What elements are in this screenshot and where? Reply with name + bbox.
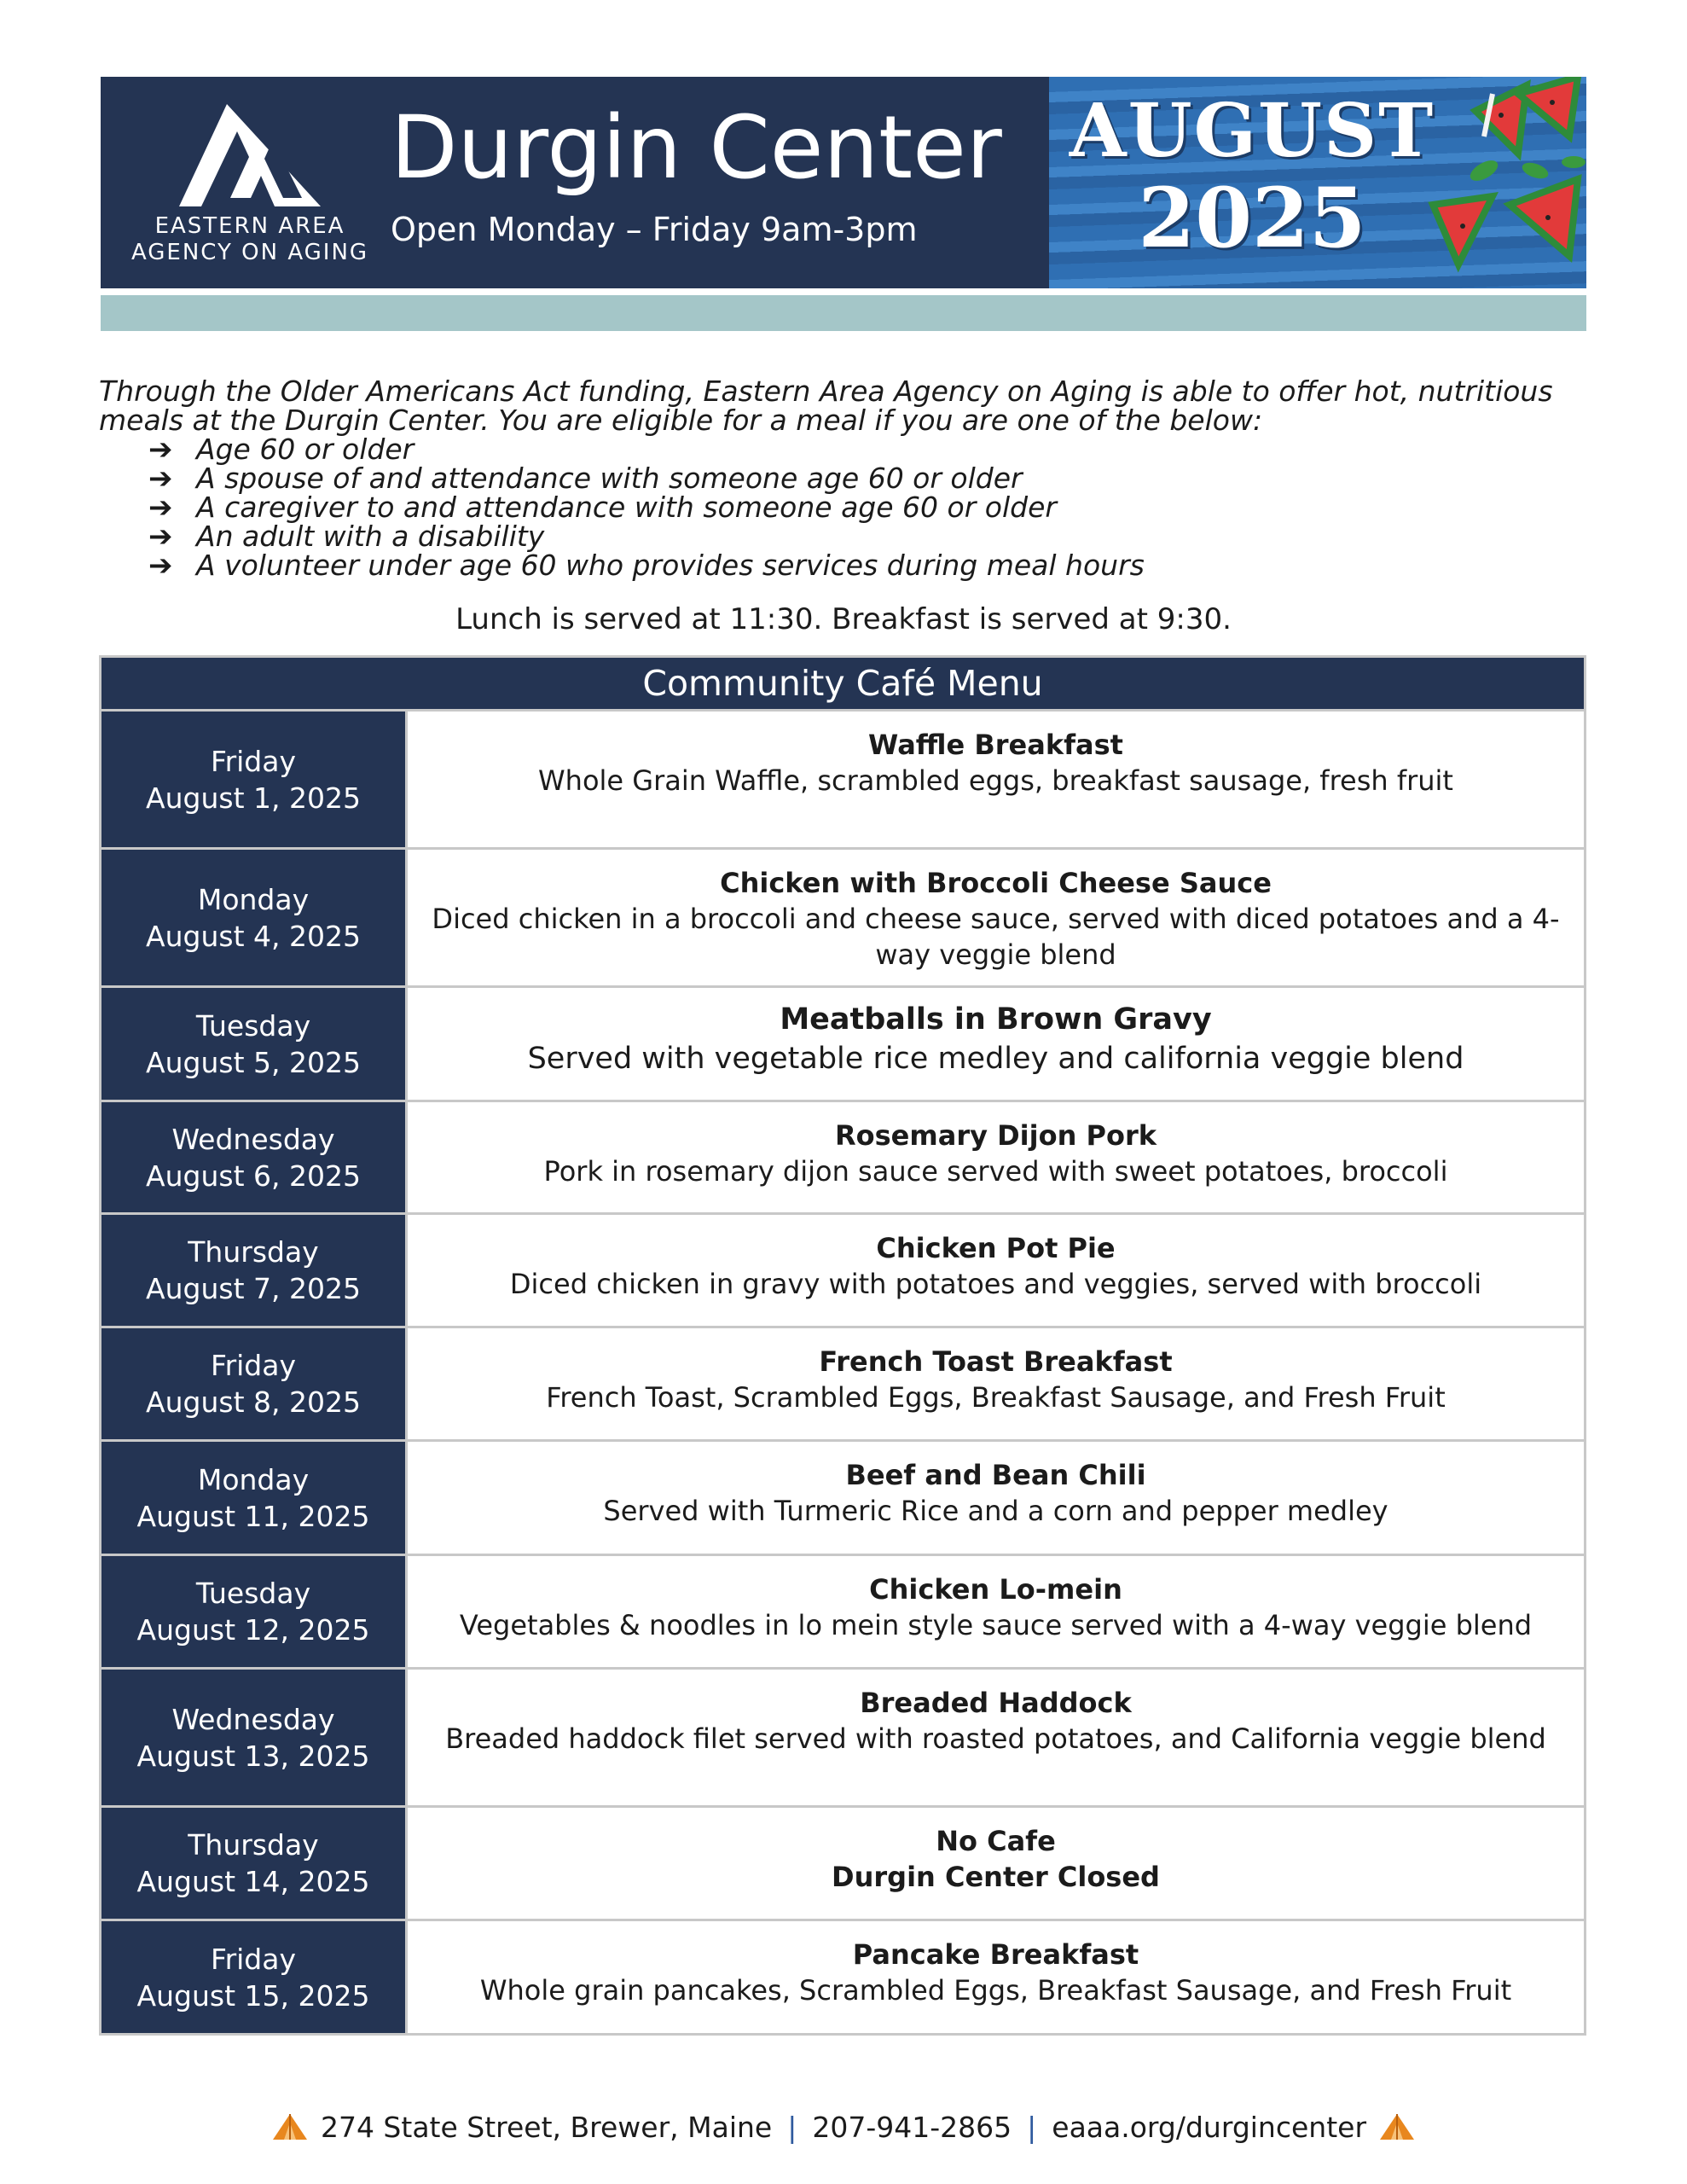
meal-description: Pork in rosemary dijon sauce served with sweet potatoes, broccoli	[543, 1155, 1448, 1188]
date-text: August 14, 2025	[136, 1865, 370, 1898]
meal-description: French Toast, Scrambled Eggs, Breakfast Sausage, and Fresh Fruit	[546, 1381, 1446, 1414]
date-text: August 4, 2025	[146, 919, 361, 953]
arrow-icon: ➔	[148, 520, 173, 554]
date-text: August 8, 2025	[146, 1385, 361, 1419]
meal-cell	[408, 1442, 1584, 1554]
date-text: August 7, 2025	[146, 1272, 361, 1305]
date-text: August 15, 2025	[136, 1978, 370, 2013]
meal-description: Durgin Center Closed	[832, 1861, 1160, 1893]
banner-year: 2025	[1138, 170, 1366, 266]
meal-cell	[408, 1556, 1584, 1667]
footer-address: 274 State Street, Brewer, Maine	[320, 2110, 773, 2144]
day-name: Wednesday	[171, 1122, 335, 1156]
list-item	[148, 549, 1600, 583]
date-text: August 5, 2025	[146, 1045, 361, 1079]
page-title: Durgin Center	[391, 97, 1002, 199]
meal-name: No Cafe	[936, 1825, 1056, 1857]
meal-cell	[408, 988, 1584, 1100]
intro-paragraph: Through the Older Americans Act funding, Eastern Area Agency on Aging is able to offer hot, nutritious meals at the Durgin Center. You are eligible for a meal if you are one of the below:	[99, 375, 1553, 437]
meal-times-note: Lunch is served at 11:30. Breakfast is served at 9:30.	[455, 602, 1232, 636]
eligibility-text: A volunteer under age 60 who provides services during meal hours	[196, 549, 1145, 582]
table-row	[101, 1212, 1584, 1326]
eligibility-text: A spouse of and attendance with someone age 60 or older	[196, 462, 1023, 495]
eligibility-text: A caregiver to and attendance with someone age 60 or older	[196, 491, 1057, 524]
eligibility-text: An adult with a disability	[196, 520, 545, 553]
agency-logo-icon	[176, 97, 324, 217]
meal-name: Breaded Haddock	[860, 1687, 1132, 1719]
date-text: August 13, 2025	[136, 1739, 370, 1773]
meal-cell	[408, 712, 1584, 847]
date-text: August 12, 2025	[136, 1613, 370, 1647]
arrow-icon: ➔	[148, 549, 173, 583]
eligibility-section	[99, 375, 1600, 583]
meal-name: Pancake Breakfast	[852, 1938, 1139, 1971]
meal-description: Whole grain pancakes, Scrambled Eggs, Breakfast Sausage, and Fresh Fruit	[479, 1974, 1512, 2007]
meal-name: Beef and Bean Chili	[845, 1459, 1146, 1491]
month-banner	[1049, 77, 1586, 288]
table-row	[101, 847, 1584, 985]
day-name: Friday	[210, 1942, 296, 1976]
date-cell	[101, 988, 408, 1100]
meal-name: Chicken Lo-mein	[869, 1573, 1122, 1606]
header-banner	[101, 77, 1586, 288]
tent-icon	[271, 2112, 309, 2141]
meal-description: Diced chicken in a broccoli and cheese sauce, served with diced potatoes and a 4-way veggie blend	[432, 903, 1560, 971]
arrow-icon: ➔	[148, 462, 173, 496]
tent-icon	[1378, 2112, 1416, 2141]
date-text: August 1, 2025	[146, 781, 361, 815]
meal-description: Breaded haddock filet served with roasted potatoes, and California veggie blend	[445, 1722, 1546, 1755]
meal-name: Waffle Breakfast	[868, 729, 1123, 761]
date-cell	[101, 1215, 408, 1326]
day-name: Thursday	[188, 1828, 319, 1862]
date-cell	[101, 850, 408, 985]
meal-cell	[408, 1215, 1584, 1326]
meal-cell	[408, 1670, 1584, 1805]
arrow-icon: ➔	[148, 491, 173, 525]
eligibility-text: Age 60 or older	[196, 433, 415, 466]
day-name: Monday	[197, 882, 310, 916]
table-row	[101, 1919, 1584, 2033]
meal-name: Chicken with Broccoli Cheese Sauce	[720, 867, 1272, 899]
table-row	[101, 1805, 1584, 1919]
table-row	[101, 985, 1584, 1100]
meal-cell	[408, 1808, 1584, 1919]
day-name: Monday	[197, 1462, 310, 1496]
menu-title: Community Café Menu	[101, 658, 1584, 709]
table-row	[101, 709, 1584, 847]
day-name: Thursday	[188, 1235, 319, 1269]
table-row	[101, 1439, 1584, 1554]
table-row	[101, 1667, 1584, 1805]
agency-name-line1: EASTERN AREA	[154, 213, 345, 239]
date-cell	[101, 1442, 408, 1554]
eligibility-list	[99, 433, 1600, 583]
agency-name	[118, 213, 382, 266]
day-name: Tuesday	[195, 1577, 311, 1610]
date-text: August 11, 2025	[136, 1499, 370, 1533]
table-row	[101, 1554, 1584, 1667]
watermelon-icon	[1424, 77, 1586, 288]
meal-description: Whole Grain Waffle, scrambled eggs, breakfast sausage, fresh fruit	[538, 764, 1453, 797]
meal-description: Diced chicken in gravy with potatoes and veggies, served with broccoli	[509, 1268, 1482, 1300]
table-row	[101, 1100, 1584, 1212]
meal-description: Served with Turmeric Rice and a corn and pepper medley	[603, 1495, 1388, 1527]
list-item	[148, 520, 1600, 554]
footer-phone[interactable]: 207-941-2865	[812, 2110, 1012, 2144]
day-name: Wednesday	[171, 1702, 335, 1736]
list-item	[148, 462, 1600, 496]
day-name: Friday	[210, 744, 296, 778]
date-cell	[101, 1808, 408, 1919]
date-cell	[101, 1556, 408, 1667]
date-cell	[101, 1102, 408, 1212]
list-item	[148, 433, 1600, 467]
meal-cell	[408, 850, 1584, 985]
agency-name-line2: AGENCY ON AGING	[130, 240, 369, 265]
hours-subtitle: Open Monday – Friday 9am-3pm	[391, 211, 918, 248]
meal-name: French Toast Breakfast	[819, 1345, 1173, 1378]
date-cell	[101, 1328, 408, 1439]
footer-separator: |	[1027, 2110, 1037, 2144]
meal-description: Vegetables & noodles in lo mein style sauce served with a 4-way veggie blend	[459, 1609, 1533, 1641]
list-item	[148, 491, 1600, 525]
date-text: August 6, 2025	[146, 1159, 361, 1193]
date-cell	[101, 1921, 408, 2033]
meal-name: Chicken Pot Pie	[876, 1232, 1116, 1264]
footer-separator: |	[787, 2110, 797, 2144]
day-name: Friday	[210, 1349, 296, 1382]
date-cell	[101, 1670, 408, 1805]
banner-text	[1056, 88, 1448, 266]
arrow-icon: ➔	[148, 433, 173, 467]
day-name: Tuesday	[195, 1008, 311, 1043]
footer-contact	[0, 2106, 1687, 2148]
table-row	[101, 1326, 1584, 1439]
meal-description: Served with vegetable rice medley and california veggie blend	[527, 1042, 1464, 1076]
accent-bar	[101, 295, 1586, 331]
menu-table	[99, 655, 1586, 2036]
date-cell	[101, 712, 408, 847]
footer-website-link[interactable]: eaaa.org/durgincenter	[1052, 2110, 1367, 2144]
meal-name: Meatballs in Brown Gravy	[780, 1002, 1212, 1037]
meal-cell	[408, 1102, 1584, 1212]
meal-cell	[408, 1328, 1584, 1439]
meal-cell	[408, 1921, 1584, 2033]
banner-month: AUGUST	[1069, 88, 1435, 174]
meal-name: Rosemary Dijon Pork	[835, 1119, 1157, 1152]
